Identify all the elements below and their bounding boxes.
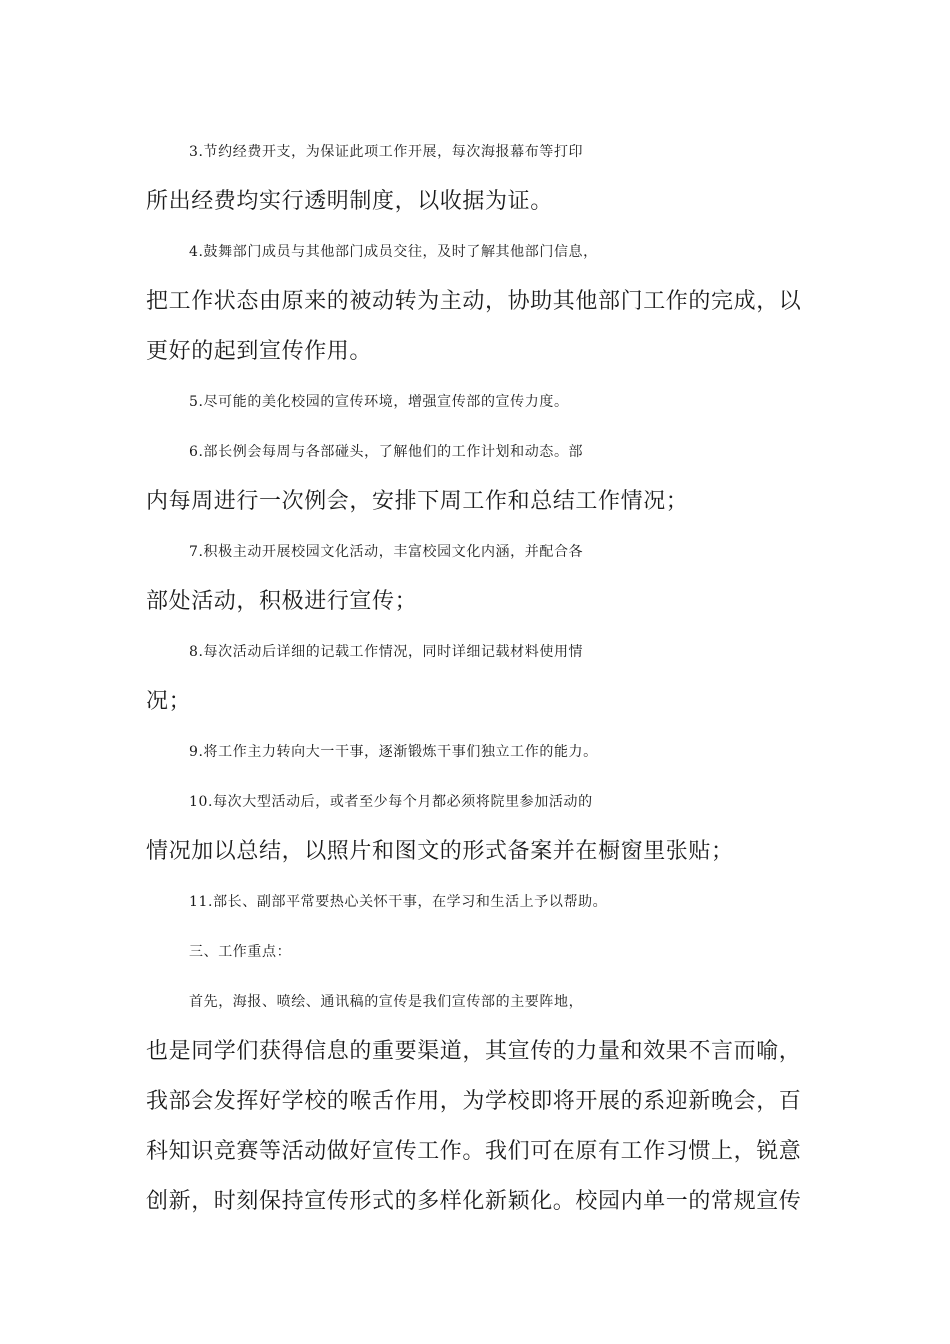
- paragraph-line: 内每周进行一次例会，安排下周工作和总结工作情况；: [146, 489, 689, 514]
- paragraph-line: 11.部长、副部平常要热心关怀干事，在学习和生活上予以帮助。: [189, 894, 608, 910]
- paragraph-line: 况；: [146, 689, 192, 714]
- paragraph-line: 4.鼓舞部门成员与其他部门成员交往，及时了解其他部门信息，: [189, 244, 598, 260]
- paragraph-line: 部处活动，积极进行宣传；: [146, 589, 418, 614]
- paragraph-line: 也是同学们获得信息的重要渠道，其宣传的力量和效果不言而喻，: [146, 1039, 802, 1064]
- paragraph-line: 情况加以总结，以照片和图文的形式备案并在橱窗里张贴；: [146, 839, 734, 864]
- paragraph-line: 我部会发挥好学校的喉舌作用，为学校即将开展的系迎新晚会，百: [146, 1089, 802, 1114]
- paragraph-line: 创新，时刻保持宣传形式的多样化新颖化。校园内单一的常规宣传: [146, 1189, 802, 1214]
- paragraph-line: 3.节约经费开支，为保证此项工作开展，每次海报幕布等打印: [189, 144, 584, 160]
- paragraph-line: 9.将工作主力转向大一干事，逐渐锻炼干事们独立工作的能力。: [189, 744, 598, 760]
- paragraph-line: 6.部长例会每周与各部碰头，了解他们的工作计划和动态。部: [189, 444, 584, 460]
- paragraph-line: 科知识竞赛等活动做好宣传工作。我们可在原有工作习惯上，锐意: [146, 1139, 802, 1164]
- section-heading: 三、工作重点：: [189, 944, 292, 960]
- paragraph-line: 7.积极主动开展校园文化活动，丰富校园文化内涵，并配合各: [189, 544, 584, 560]
- paragraph-line: 10.每次大型活动后，或者至少每个月都必须将院里参加活动的: [189, 794, 593, 810]
- paragraph-line: 8.每次活动后详细的记载工作情况，同时详细记载材料使用情: [189, 644, 584, 660]
- paragraph-line: 首先，海报、喷绘、通讯稿的宣传是我们宣传部的主要阵地，: [189, 994, 584, 1010]
- paragraph-line: 更好的起到宣传作用。: [146, 339, 373, 364]
- paragraph-line: 5.尽可能的美化校园的宣传环境，增强宣传部的宣传力度。: [189, 394, 569, 410]
- paragraph-line: 所出经费均实行透明制度，以收据为证。: [146, 189, 553, 214]
- paragraph-line: 把工作状态由原来的被动转为主动，协助其他部门工作的完成，以: [146, 289, 802, 314]
